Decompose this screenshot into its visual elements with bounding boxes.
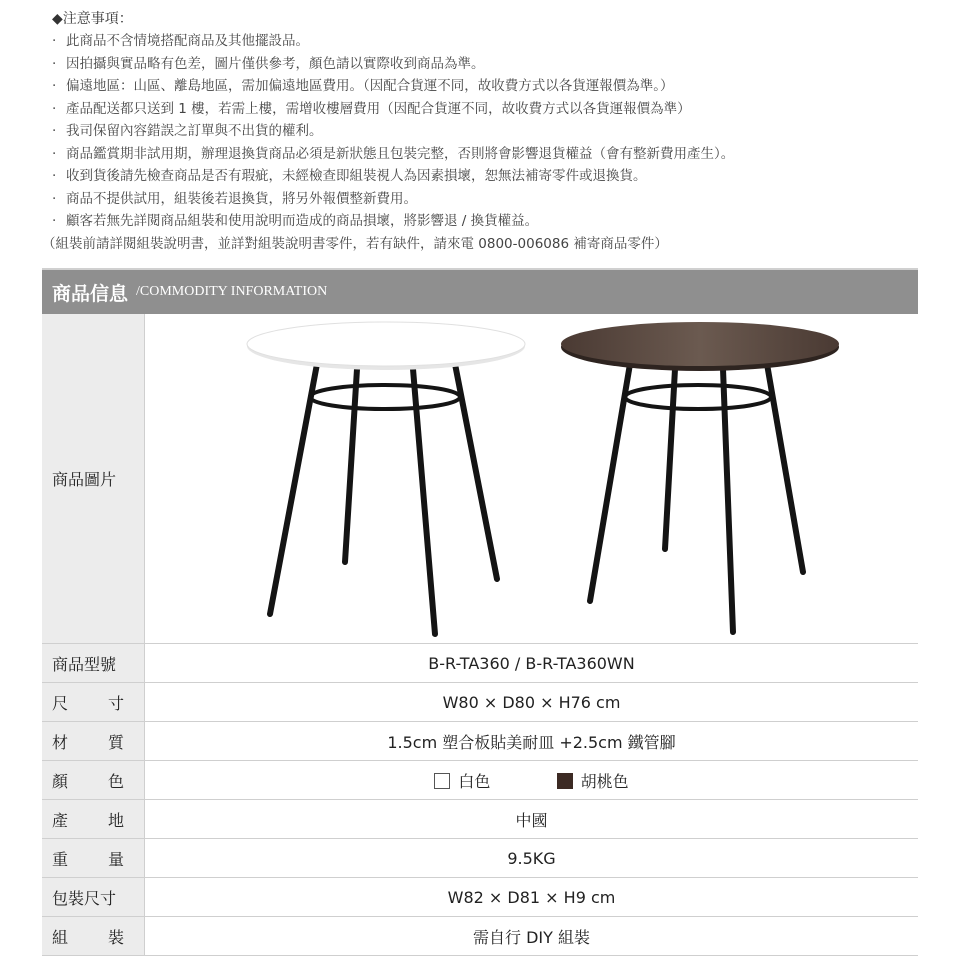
color-option-walnut: 胡桃色 xyxy=(557,769,629,792)
info-header xyxy=(42,268,918,314)
origin-value: 中國 xyxy=(145,800,919,839)
notice-item: · 商品鑑賞期非試用期，辦理退換貨商品必須是新狀態且包裝完整，否則將會影響退貨權益（會有整新費用產生）。 xyxy=(52,145,735,162)
table-row xyxy=(42,314,918,644)
table-row xyxy=(42,878,918,917)
table-row xyxy=(42,761,918,800)
table-row xyxy=(42,644,918,683)
origin-label: 產 地 xyxy=(42,800,145,839)
size-value: W80 × D80 × H76 cm xyxy=(145,683,919,722)
spec-table xyxy=(42,314,918,956)
package-value: W82 × D81 × H9 cm xyxy=(145,878,919,917)
size-label: 尺 寸 xyxy=(42,683,145,722)
table-row xyxy=(42,722,918,761)
package-label: 包裝尺寸 xyxy=(42,878,145,917)
table-row xyxy=(42,683,918,722)
commodity-info-section xyxy=(42,268,918,956)
notice-item: · 因拍攝與實品略有色差，圖片僅供參考，顏色請以實際收到商品為準。 xyxy=(52,55,485,72)
product-images xyxy=(145,314,919,644)
color-option-white: 白色 xyxy=(434,769,490,792)
assembly-value: 需自行 DIY 組裝 xyxy=(145,917,919,956)
table-row xyxy=(42,800,918,839)
table-row xyxy=(42,839,918,878)
info-subtitle: /COMMODITY INFORMATION xyxy=(136,284,328,299)
material-label: 材 質 xyxy=(42,722,145,761)
notice-section xyxy=(42,8,952,255)
material-value: 1.5cm 塑合板貼美耐皿 +2.5cm 鐵管腳 xyxy=(145,722,919,761)
walnut-table-photo xyxy=(561,322,839,632)
notice-item: · 顧客若無先詳閱商品組裝和使用說明而造成的商品損壞，將影響退 / 換貨權益。 xyxy=(52,213,539,229)
model-value: B-R-TA360 / B-R-TA360WN xyxy=(145,644,919,683)
picture-label: 商品圖片 xyxy=(42,314,145,644)
model-label: 商品型號 xyxy=(42,644,145,683)
assembly-label: 組 裝 xyxy=(42,917,145,956)
notice-item: · 此商品不含情境搭配商品及其他擺設品。 xyxy=(52,33,309,49)
color-label: 顏 色 xyxy=(42,761,145,800)
table-photos xyxy=(145,314,925,639)
notice-item: · 產品配送都只送到 1 樓，若需上樓，需增收樓層費用（因配合貨運不同，故收費方式以各貨運報價為準） xyxy=(52,100,691,117)
notice-item: · 收到貨後請先檢查商品是否有瑕疵，未經檢查即組裝視人為因素損壞，恕無法補寄零件或退換貨。 xyxy=(52,168,647,184)
table-row xyxy=(42,917,918,956)
white-table-photo xyxy=(247,322,525,634)
notice-item: · 偏遠地區：山區、離島地區，需加偏遠地區費用。（因配合貨運不同，故收費方式以各貨運報價為準。） xyxy=(52,78,674,94)
notice-title: ◆注意事項： xyxy=(52,11,133,27)
color-value xyxy=(145,761,919,800)
info-title: 商品信息 xyxy=(52,282,129,305)
notice-item: · 商品不提供試用，組裝後若退換貨，將另外報價整新費用。 xyxy=(52,190,417,207)
white-swatch xyxy=(434,773,450,789)
weight-label: 重 量 xyxy=(42,839,145,878)
weight-value: 9.5KG xyxy=(145,839,919,878)
walnut-swatch xyxy=(557,773,573,789)
assembly-notice: （組裝前請詳閱組裝說明書，並詳對組裝說明書零件，若有缺件，請來電 0800-006086 補寄商品零件） xyxy=(42,235,668,252)
notice-item: · 我司保留內容錯誤之訂單與不出貨的權利。 xyxy=(52,123,323,139)
